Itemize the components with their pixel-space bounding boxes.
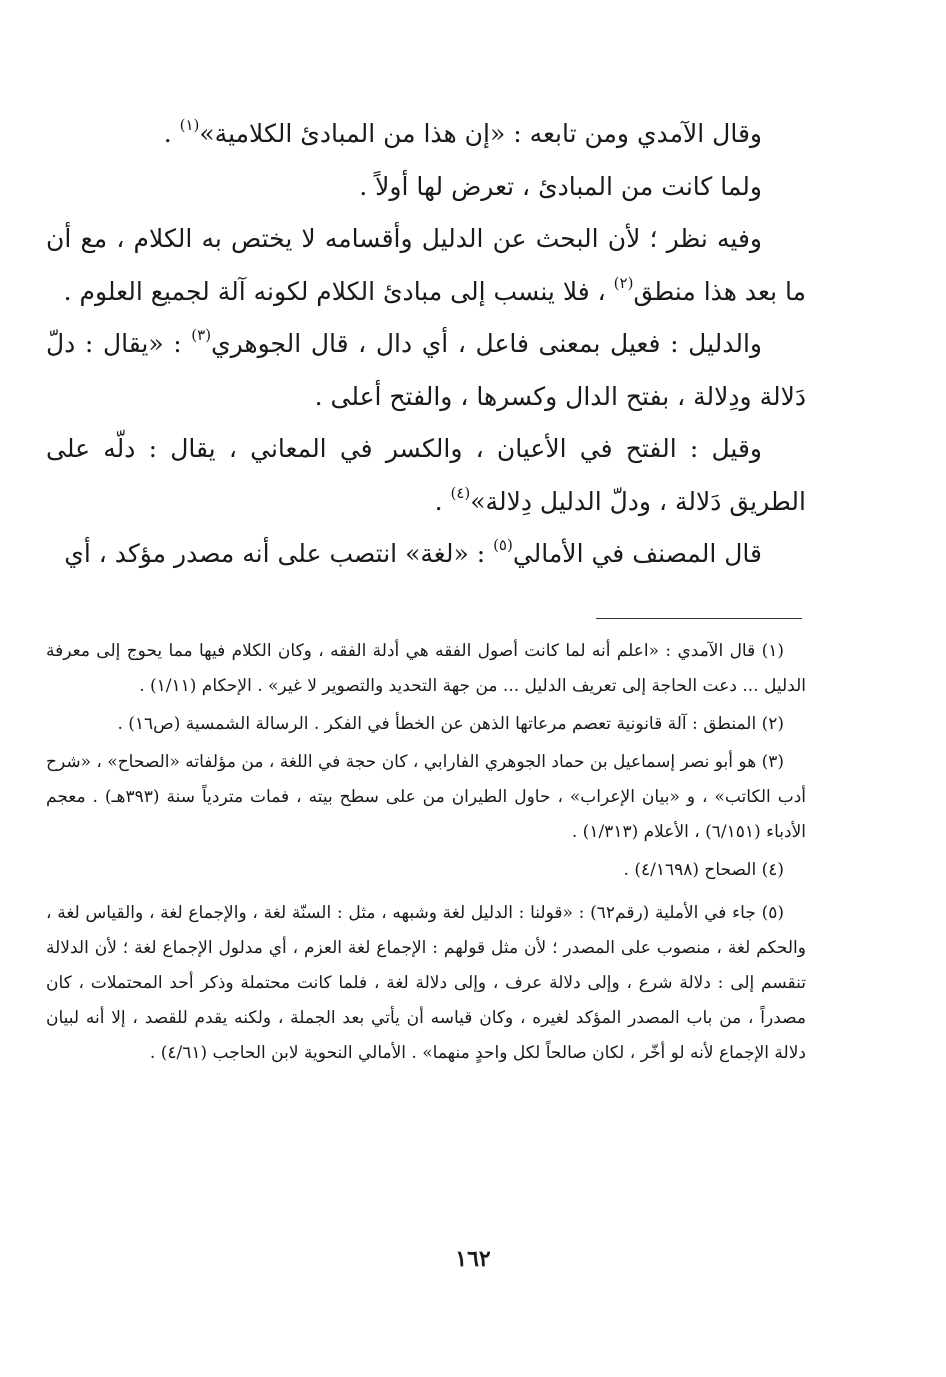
footnote-ref-1[interactable]: (١) (179, 116, 200, 134)
footnote-ref-2[interactable]: (٢) (613, 273, 634, 292)
footnote-ref-4[interactable]: (٤) (450, 483, 471, 502)
footnotes (46, 634, 806, 1074)
footnote-separator (596, 618, 802, 619)
footnote-2: (٢) المنطق : آلة قانونية تعصم مرعاتها الذهن عن الخطأ في الفكر . الرسالة الشمسية (ص١٦) . (117, 714, 784, 734)
paragraph-1-text: وقال الآمدي ومن تابعه : «إن هذا من المبادئ الكلامية» (199, 119, 762, 148)
paragraph-5 (46, 423, 806, 528)
footnote-1: (١) قال الآمدي : «اعلم أنه لما كانت أصول الفقه هي أدلة الفقه ، وكان الكلام فيها مما يحوج إلى معرفة الدليل ... دعت الحاجة إلى تعريف الدليل ... من جهة التحديد والتصوير لا غير» . الإحكام (١/١١) . (46, 641, 806, 696)
footnote-ref-3[interactable]: (٣) (191, 326, 212, 344)
paragraph-4-text: والدليل : فعيل بمعنى فاعل ، أي دال ، قال الجوهري (211, 329, 762, 358)
paragraph-1-tail: . (163, 119, 180, 148)
paragraph-3-tail: ، فلا ينسب إلى مبادئ الكلام لكونه آلة لجميع العلوم . (63, 276, 614, 306)
paragraph-5-text: وقيل : الفتح في الأعيان ، والكسر في المعاني ، يقال : دلّه على الطريق دَلالة ، ودلّ الدليل دِلالة» (46, 434, 806, 516)
paragraph-2-text: ولما كانت من المبادئ ، تعرض لها أولاً . (359, 171, 762, 201)
paragraph-4-tail: : «يقال : دلّ دَلالة ودِلالة ، بفتح الدال وكسرها ، والفتح أعلى . (46, 329, 806, 411)
paragraph-3 (46, 213, 806, 318)
paragraph-6-tail: : «لغة» انتصب على أنه مصدر مؤكد ، أي (64, 539, 494, 568)
paragraph-1 (46, 108, 806, 161)
paragraph-6-text: قال المصنف في الأمالي (512, 539, 762, 568)
main-text (46, 108, 806, 581)
paragraph-4 (46, 318, 806, 423)
paragraph-2 (46, 161, 806, 214)
paragraph-6 (46, 528, 806, 581)
page-number: ١٦٢ (455, 1246, 491, 1272)
footnote-5: (٥) جاء في الأملية (رقم٦٢) : «قولنا : الدليل لغة وشبهه ، مثل : السنّة لغة ، والإجماع لغة ، والقياس لغة ، والحكم لغة ، منصوب على المصدر ؛ لأن مثل قولهم : الإجماع لغة العزم ، أي مدلول الإجماع لغة ؛ لأن الدلالة تنقسم إلى : دلالة شرع ، وإلى دلالة عرف ، وإلى دلالة لغة ، فلما كانت محتملة وذكر أحد المحتملات ، كان مصدراً ، من باب المصدر المؤكد لغيره ، وكان قياسه أن يأتي بعد الجملة ، ولكنه يقدم للقصد ، إلا أنه لبيان دلالة الإجماع لأنه لو أخّر ، لكان صالحاً لكل واحدٍ منهما» . الأمالي النحوية لابن الحاجب (٤/٦١) . (46, 903, 806, 1063)
paragraph-5-tail: . (434, 486, 451, 516)
paragraph-3-text: وفيه نظر ؛ لأن البحث عن الدليل وأقسامه لا يختص به الكلام ، مع أن ما بعد هذا منطق (46, 224, 806, 306)
footnote-3: (٣) هو أبو نصر إسماعيل بن حماد الجوهري الفارابي ، كان حجة في اللغة ، من مؤلفاته «الصحاح» ، «شرح أدب الكاتب» ، و «بيان الإعراب» ، حاول الطيران من على سطح بيته ، فمات متردياً سنة (٣٩٣هـ) . معجم الأدباء (٦/١٥١) ، الأعلام (١/٣١٣) . (46, 752, 806, 842)
footnote-ref-5[interactable]: (٥) (493, 536, 513, 554)
footnote-4: (٤) الصحاح (٤/١٦٩٨) . (623, 860, 784, 880)
